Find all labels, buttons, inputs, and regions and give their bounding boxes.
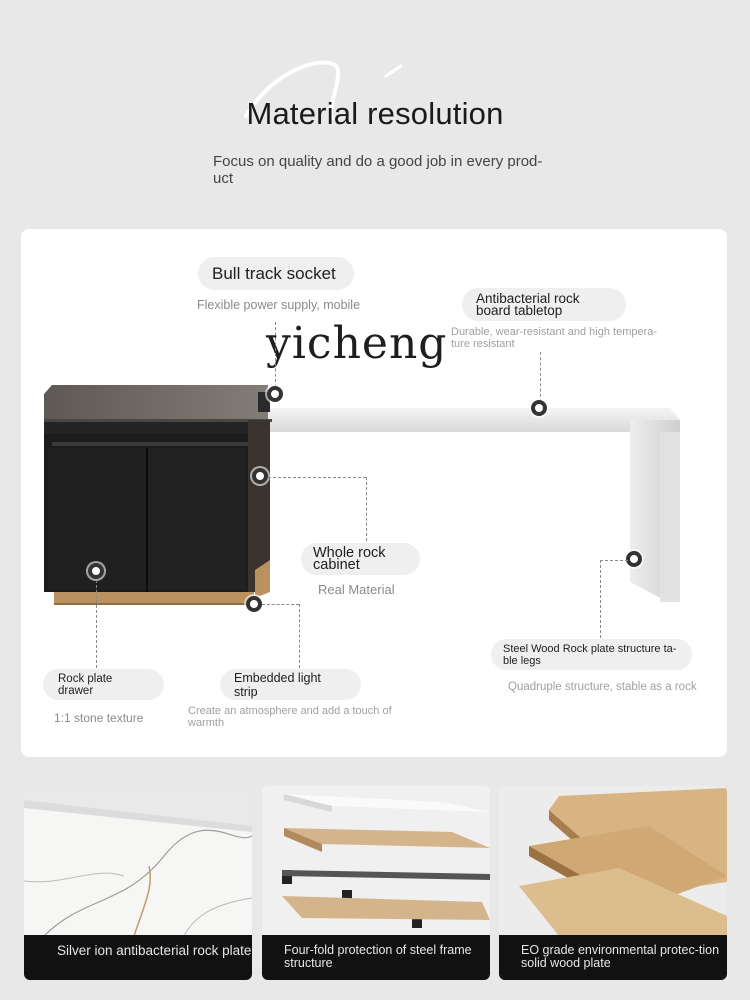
material-tile-solid-wood (499, 786, 727, 980)
leader-line (299, 604, 300, 668)
leader-line (366, 477, 367, 541)
callout-drawer-label: Rock plate drawer (43, 669, 164, 700)
layered-board-image (262, 786, 490, 936)
hotspot-light-strip[interactable] (246, 596, 262, 612)
leader-line (540, 352, 541, 402)
marble-image (24, 786, 252, 936)
page-subtitle: Focus on quality and do a good job in every prod-uct (213, 153, 543, 187)
hotspot-drawer[interactable] (88, 563, 104, 579)
callout-socket-label: Bull track socket (198, 257, 354, 290)
callout-tabletop-caption: Durable, wear-resistant and high tempera-ture resistant (451, 326, 658, 350)
callout-socket-caption: Flexible power supply, mobile (197, 298, 361, 312)
tile-caption: EO grade environmental protec-tion solid wood plate (499, 935, 727, 980)
leader-line (262, 604, 299, 605)
hotspot-tabletop[interactable] (531, 400, 547, 416)
hotspot-cabinet[interactable] (252, 468, 268, 484)
callout-legs-caption: Quadruple structure, stable as a rock (508, 681, 697, 693)
wood-board-image (499, 786, 727, 936)
material-tile-steel-frame (262, 786, 490, 980)
callout-tabletop-label: Antibacterial rock board tabletop (462, 288, 626, 321)
page-title: Material resolution (246, 96, 504, 131)
tile-caption: Four-fold protection of steel frame structure (262, 935, 490, 980)
leader-line (600, 560, 601, 638)
brand-watermark: yicheng (266, 318, 448, 369)
leader-line (268, 477, 366, 478)
callout-legs-label: Steel Wood Rock plate structure ta-ble legs (491, 639, 692, 670)
leader-line (275, 322, 276, 387)
hotspot-legs[interactable] (626, 551, 642, 567)
callout-cabinet-label: Whole rock cabinet (301, 543, 420, 575)
callout-light-strip-label: Embedded light strip (220, 669, 361, 700)
hotspot-socket[interactable] (267, 386, 283, 402)
material-tile-rock-plate (24, 786, 252, 980)
callout-light-strip-caption: Create an atmosphere and add a touch of warmth (188, 705, 392, 729)
callout-cabinet-caption: Real Material (318, 582, 395, 597)
leader-line (96, 580, 97, 668)
callout-drawer-caption: 1:1 stone texture (54, 711, 144, 725)
leader-line (600, 560, 628, 561)
tile-caption: Silver ion antibacterial rock plate (24, 935, 252, 980)
